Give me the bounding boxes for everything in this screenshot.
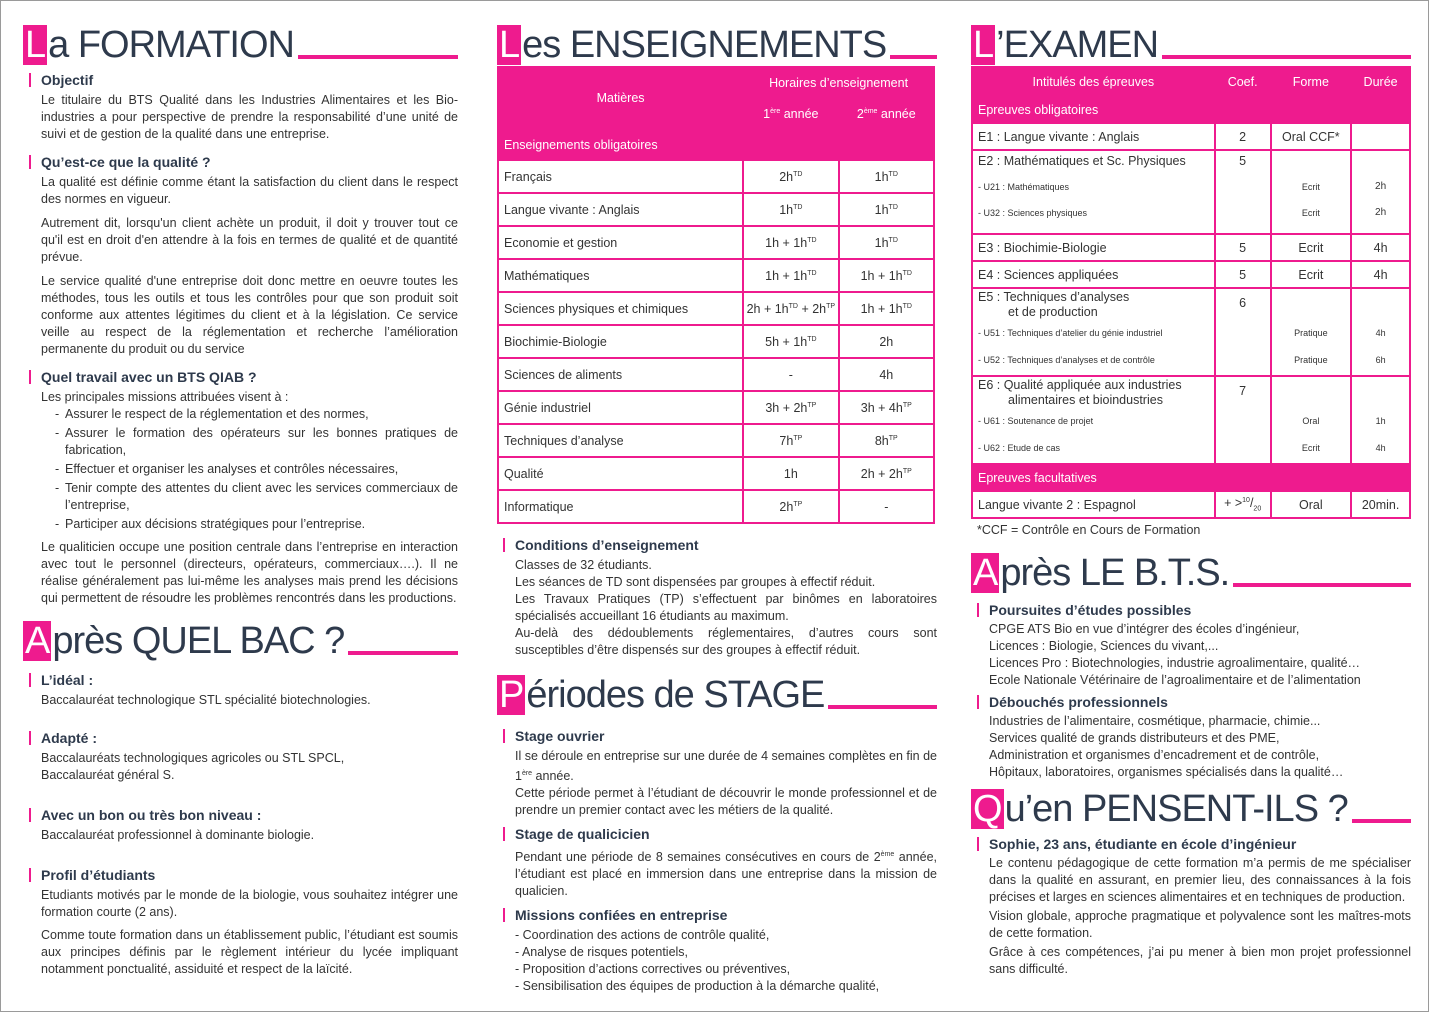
- mission-item: - Sensibilisation des équipes de production à la démarche qualité,: [515, 979, 880, 994]
- year2-hours-cell: $3h + 4h^{TP}$: [840, 392, 933, 423]
- conditions-title: Conditions d’enseignement: [497, 536, 937, 554]
- year2-hours-cell: -: [840, 491, 933, 522]
- year1-hours-cell: 1h: [744, 458, 837, 489]
- heading-apres-bts: A près LE B.T.S.: [971, 547, 1411, 593]
- matiere-cell: Informatique: [499, 491, 742, 522]
- th-year-2: 2ème année: [840, 99, 933, 128]
- heading-formation: L a FORMATION: [23, 19, 458, 65]
- debouche-item: Hôpitaux, laboratoires, organismes spécialisés dans la qualité…: [989, 765, 1344, 779]
- th-matieres: Matières: [499, 68, 742, 128]
- e2-coef: 5: [1216, 151, 1270, 233]
- profil-p1: Etudiants motivés par le monde de la biologie, vous souhaitez intégrer une formation courte (2 ans).: [41, 888, 458, 919]
- e6-coef: 7: [1216, 377, 1270, 463]
- e1-label: E1 : Langue vivante : Anglais: [973, 124, 1214, 149]
- table-row: [499, 392, 933, 423]
- column-enseignements: [497, 1, 937, 995]
- table-row: [499, 491, 933, 522]
- poursuite-item: CPGE ATS Bio en vue d’intégrer des écoles d’ingénieur,: [989, 622, 1300, 636]
- mission-item: - Proposition d’actions correctives ou préventives,: [515, 962, 791, 977]
- ccf-note: *CCF = Contrôle en Cours de Formation: [977, 523, 1201, 537]
- th-horaires: Horaires d’enseignement: [744, 68, 933, 97]
- year2-hours-cell: 4h: [840, 359, 933, 390]
- testimony-author: Sophie, 23 ans, étudiante en école d’ingénieur: [971, 835, 1411, 853]
- travail-outro: Le qualiticien occupe une position centrale dans l’entreprise en interaction avec tout le personnel (directeurs, opérateurs, commerciaux….). Il ne réalise généralement pas lui-même les analyses mais prend les décisions qui permettent de résoudre les problèmes rencontrés dans les productions.: [41, 540, 458, 605]
- adapte-line-2: Baccalauréat général S.: [41, 768, 175, 782]
- year2-hours-cell: $1h^{TD}$: [840, 194, 933, 225]
- year2-hours-cell: $8h^{TP}$: [840, 425, 933, 456]
- heading-rule: [1352, 819, 1411, 823]
- niveau-text: Baccalauréat professionnel à dominante biologie.: [41, 828, 315, 842]
- e5-label-cell: E5 : Techniques d’analyses et de production - U51 : Techniques d’atelier du génie industriel - U52 : Techniques d’analyses et de contrôle: [973, 289, 1214, 375]
- debouche-item: Administration et organismes d’encadrement et de contrôle,: [989, 748, 1320, 762]
- year2-hours-cell: $1h + 1h^{TD}$: [840, 260, 933, 291]
- e6-label-cell: E6 : Qualité appliquée aux industries alimentaires et bioindustries - U61 : Soutenance de projet - U62 : Etude de cas: [973, 377, 1214, 463]
- th-intitules: Intitulés des épreuves: [973, 68, 1214, 95]
- heading-rule: [1233, 583, 1411, 587]
- conditions-line-2: Les séances de TD sont dispensées par groupes à effectif réduit.: [515, 575, 876, 589]
- e6-duree: 1h 4h: [1352, 377, 1409, 463]
- year2-hours-cell: $1h^{TD}$: [840, 161, 933, 192]
- table-row: [499, 293, 933, 324]
- th-duree: Durée: [1352, 68, 1409, 95]
- qualite-p2: Autrement dit, lorsqu'un client achète un produit, il doit y trouver tout ce qu'il est en droit d'en attendre à la fois en termes de qualité et de quantité prévue.: [41, 216, 458, 264]
- table-row: [499, 326, 933, 357]
- poursuite-item: Licences : Biologie, Sciences du vivant,...: [989, 639, 1219, 653]
- e4-duree: 4h: [1352, 262, 1409, 287]
- stage-ouvrier-title: Stage ouvrier: [497, 727, 937, 745]
- th-coef: Coef.: [1216, 68, 1270, 95]
- matiere-cell: Langue vivante : Anglais: [499, 194, 742, 225]
- qualite-p3: Le service qualité d'une entreprise doit donc mettre en oeuvre toutes les méthodes, tous les outils et tous les contrôles pour que son produit soit conforme aux attentes légitimes du client et à la législation. Ce service veille au respect de la réglementation et recherche l’amélioration permanente du produit ou du service: [41, 274, 458, 356]
- th-year-1: 1ère année: [744, 99, 837, 128]
- e3-coef: 5: [1216, 235, 1270, 260]
- objectif-text: Le titulaire du BTS Qualité dans les Industries Alimentaires et les Bio-industries a pour perspective de prendre la responsabilité d’une unité de suivi et de gestion de la qualité dans une entreprise.: [41, 93, 458, 141]
- mission-item: - Analyse de risques potentiels,: [515, 945, 689, 960]
- testimony-p3: Grâce à ces compétences, j’ai pu mener à bien mon projet professionnel sans difficulté.: [989, 945, 1411, 976]
- list-item: - Tenir compte des attentes du client avec les services commerciaux de l’entreprise,: [41, 480, 458, 514]
- table-row: [499, 425, 933, 456]
- testimony-p1: Le contenu pédagogique de cette formation m’a permis de me spécialiser dans la qualité en assurant, en premier lieu, des connaissances à la fois précises et larges en sciences alimentaires et en techniques de production.: [989, 856, 1411, 904]
- heading-pensent: Q u’en PENSENT-ILS ?: [971, 783, 1411, 829]
- conditions-line-3: Les Travaux Pratiques (TP) s’effectuent par binômes en laboratoires spécialisés accueillant 16 étudiants au maximum.: [515, 592, 937, 623]
- list-item: - Participer aux décisions stratégiques pour l’entreprise.: [41, 516, 458, 533]
- year1-hours-cell: $1h + 1h^{TD}$: [744, 260, 837, 291]
- heading-rule: [828, 705, 937, 709]
- matiere-cell: Qualité: [499, 458, 742, 489]
- year1-hours-cell: $1h^{TD}$: [744, 194, 837, 225]
- column-formation: [23, 1, 458, 978]
- table-row: [499, 227, 933, 258]
- heading-stage: P ériodes de STAGE: [497, 669, 937, 715]
- travail-intro: Les principales missions attribuées visent à :: [41, 390, 289, 404]
- travail-list: [23, 406, 458, 533]
- table-row: [499, 458, 933, 489]
- adapte-line-1: Baccalauréats technologiques agricoles ou STL SPCL,: [41, 751, 345, 765]
- adapte-title: Adapté :: [23, 729, 458, 747]
- year2-hours-cell: $1h + 1h^{TD}$: [840, 293, 933, 324]
- debouche-item: Industries de l’alimentaire, cosmétique, pharmacie, chimie...: [989, 714, 1321, 728]
- list-item: - Effectuer et organiser les analyses et contrôles nécessaires,: [41, 461, 458, 478]
- e3-duree: 4h: [1352, 235, 1409, 260]
- objectif-title: Objectif: [23, 71, 458, 89]
- e3-label: E3 : Biochimie-Biologie: [973, 235, 1214, 260]
- mission-item: - Coordination des actions de contrôle qualité,: [515, 928, 770, 943]
- heading-examen: L ’EXAMEN: [971, 19, 1411, 65]
- e2-duree: 2h 2h: [1352, 151, 1409, 233]
- heading-bac: A près QUEL BAC ?: [23, 615, 458, 661]
- poursuite-item: Ecole Nationale Vétérinaire de l’agroalimentaire et de l’alimentation: [989, 673, 1361, 687]
- profil-p2: Comme toute formation dans un établissement public, l’étudiant est soumis aux principes définis par le règlement intérieur du lycée impliquant notamment ponctualité, assiduité et respect de la laïcité.: [41, 928, 458, 976]
- year2-hours-cell: $1h^{TD}$: [840, 227, 933, 258]
- e5-coef: 6: [1216, 289, 1270, 375]
- e3-forme: Ecrit: [1272, 235, 1351, 260]
- fac-duree: 20min.: [1352, 492, 1409, 517]
- table-row: [499, 359, 933, 390]
- section-facultatives: Epreuves facultatives: [973, 465, 1409, 490]
- year1-hours-cell: $2h^{TD}$: [744, 161, 837, 192]
- heading-rule: [1162, 55, 1411, 59]
- debouche-item: Services qualité de grands distributeurs et des PME,: [989, 731, 1280, 745]
- matiere-cell: Génie industriel: [499, 392, 742, 423]
- profil-title: Profil d’étudiants: [23, 866, 458, 884]
- matiere-cell: Sciences physiques et chimiques: [499, 293, 742, 324]
- e1-coef: 2: [1216, 124, 1270, 149]
- travail-title: Quel travail avec un BTS QIAB ?: [23, 368, 458, 386]
- table-row: [499, 260, 933, 291]
- heading-rule: [890, 55, 937, 59]
- e2-label-cell: E2 : Mathématiques et Sc. Physiques - U21 : Mathématiques - U32 : Sciences physiques: [973, 151, 1214, 233]
- matiere-cell: Mathématiques: [499, 260, 742, 291]
- year1-hours-cell: $7h^{TP}$: [744, 425, 837, 456]
- year2-hours-cell: $2h + 2h^{TP}$: [840, 458, 933, 489]
- matiere-cell: Biochimie-Biologie: [499, 326, 742, 357]
- year1-hours-cell: $5h + 1h^{TD}$: [744, 326, 837, 357]
- year2-hours-cell: 2h: [840, 326, 933, 357]
- year1-hours-cell: $1h + 1h^{TD}$: [744, 227, 837, 258]
- e6-forme: Oral Ecrit: [1272, 377, 1351, 463]
- heading-enseignements: L es ENSEIGNEMENTS: [497, 19, 937, 65]
- conditions-line-4: Au-delà des dédoublements réglementaires, d’autres cours sont susceptibles d’être dispensés sur des groupes à effectif réduit.: [515, 626, 937, 657]
- enseignements-table: [497, 66, 935, 524]
- poursuite-item: Licences Pro : Biotechnologies, industrie agroalimentaire, qualité…: [989, 656, 1361, 670]
- missions-title: Missions confiées en entreprise: [497, 906, 937, 924]
- e1-forme: Oral CCF*: [1272, 124, 1351, 149]
- section-obligatoires: Epreuves obligatoires: [973, 97, 1409, 122]
- th-forme: Forme: [1272, 68, 1351, 95]
- debouches-title: Débouchés professionnels: [971, 693, 1411, 711]
- e1-duree: [1352, 124, 1409, 149]
- e4-coef: 5: [1216, 262, 1270, 287]
- stage-quali-title: Stage de qualicicien: [497, 825, 937, 843]
- e2-forme: Ecrit Ecrit: [1272, 151, 1351, 233]
- stage-quali-p: Pendant une période de 8 semaines consécutives en cours de 2ème année, l’étudiant est placé en immersion dans une entreprise dans la mission de qualicien.: [515, 850, 937, 899]
- matiere-cell: Economie et gestion: [499, 227, 742, 258]
- matiere-cell: Sciences de aliments: [499, 359, 742, 390]
- matiere-cell: Français: [499, 161, 742, 192]
- ideal-text: Baccalauréat technologique STL spécialité biotechnologies.: [41, 693, 371, 707]
- conditions-line-1: Classes de 32 étudiants.: [515, 558, 652, 572]
- year1-hours-cell: $3h + 2h^{TP}$: [744, 392, 837, 423]
- qualite-title: Qu’est-ce que la qualité ?: [23, 153, 458, 171]
- heading-rule: [298, 55, 458, 59]
- table-row: [499, 194, 933, 225]
- list-item: - Assurer le formation des opérateurs sur les bonnes pratiques de fabrication,: [41, 425, 458, 459]
- niveau-title: Avec un bon ou très bon niveau :: [23, 806, 458, 824]
- ideal-title: L’idéal :: [23, 671, 458, 689]
- stage-ouvrier-p2: Cette période permet à l’étudiant de découvrir le monde professionnel et de prendre un premier contact avec les métiers de la qualité.: [515, 786, 937, 818]
- fac-label: Langue vivante 2 : Espagnol: [973, 492, 1214, 517]
- e4-label: E4 : Sciences appliquées: [973, 262, 1214, 287]
- poursuites-title: Poursuites d’études possibles: [971, 601, 1411, 619]
- year1-hours-cell: $2h^{TP}$: [744, 491, 837, 522]
- table-row: [499, 161, 933, 192]
- e5-duree: 4h 6h: [1352, 289, 1409, 375]
- fac-forme: Oral: [1272, 492, 1351, 517]
- e4-forme: Ecrit: [1272, 262, 1351, 287]
- heading-rule: [348, 651, 458, 655]
- year1-hours-cell: $2h + 1h^{TD} + 2h^{TP}$: [744, 293, 837, 324]
- fac-coef: + $>^{10}/_{20}$: [1216, 492, 1270, 517]
- section-obligatoires: Enseignements obligatoires: [499, 130, 933, 159]
- qualite-p1: La qualité est définie comme étant la satisfaction du client dans le respect des normes en vigueur.: [41, 175, 458, 206]
- list-item: - Assurer le respect de la réglementation et des normes,: [41, 406, 458, 423]
- year1-hours-cell: -: [744, 359, 837, 390]
- stage-ouvrier-p1: Il se déroule en entreprise sur une durée de 4 semaines complètes en fin de 1ère année.: [515, 749, 937, 784]
- e5-forme: Pratique Pratique: [1272, 289, 1351, 375]
- column-examen: [971, 1, 1411, 978]
- examen-table: [971, 66, 1411, 519]
- matiere-cell: Techniques d’analyse: [499, 425, 742, 456]
- testimony-p2: Vision globale, approche pragmatique et polyvalence sont les maîtres-mots de cette formation.: [989, 909, 1411, 940]
